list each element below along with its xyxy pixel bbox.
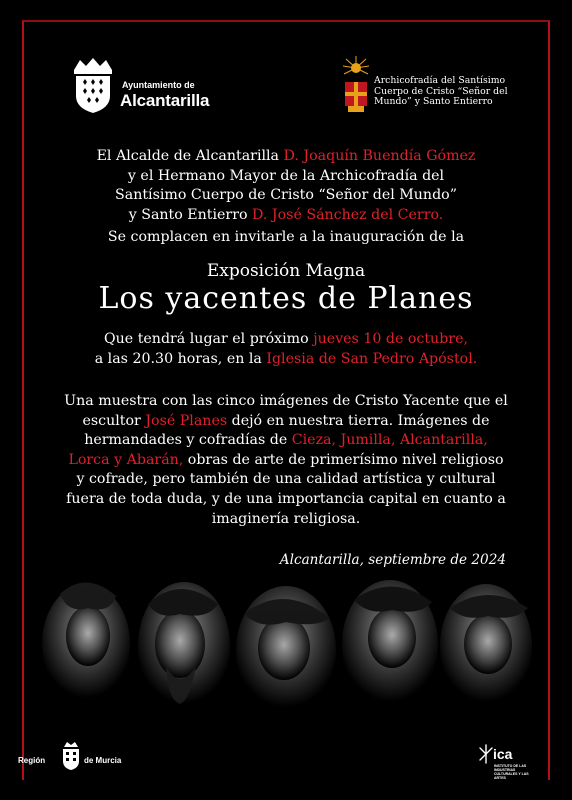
body-text: Una muestra con las cinco imágenes de Cristo Yacente que el (64, 393, 508, 409)
towns-list: Lorca y Abarán, (68, 451, 184, 468)
intro-text: Santísimo Cuerpo de Cristo “Señor del Mundo” (115, 187, 457, 204)
intro-text: y Santo Entierro (128, 206, 253, 223)
when-text: Que tendrá lugar el próximo (104, 331, 314, 347)
when-text: a las 20.30 horas, en la (94, 350, 267, 367)
intro-text: y el Hermano Mayor de la Archicofradía del (127, 167, 445, 184)
alcantarilla-label: Alcantarilla (120, 91, 210, 110)
event-date: jueves 10 de octubre, (313, 331, 468, 347)
cofradia-name-line3: Mundo” y Santo Entierro (374, 96, 493, 107)
murcia-crest-icon (61, 741, 81, 771)
sculpture-photos (40, 574, 532, 740)
intro-paragraph (30, 147, 542, 225)
sunburst-cross-icon (340, 54, 372, 120)
body-text: obras de arte de primerísimo nivel religioso (183, 451, 504, 468)
ica-label: ica (493, 746, 513, 762)
description-paragraph (62, 392, 510, 529)
cofradia-name-line2: Cuerpo de Cristo “Señor del (374, 85, 508, 97)
body-text: hermandades y cofradías de (84, 432, 292, 449)
region-label: Región (18, 756, 46, 765)
mayor-name: D. Joaquín Buendía Gómez (283, 148, 476, 164)
ica-subtitle: INSTITUTO DE LAS INDUSTRIAS CULTURALES Y LAS ARTES (494, 764, 529, 780)
body-text: y cofrade, pero también de una calidad artística y cultural (76, 471, 496, 488)
towns-list: Cieza, Jumilla, Alcantarilla, (291, 432, 488, 449)
crown-shield-icon (70, 58, 116, 114)
exhibition-subtitle: Exposición Magna (206, 261, 366, 281)
sculptor-name: José Planes (145, 412, 228, 429)
intro-text: El Alcalde de Alcantarilla (96, 148, 284, 164)
murcia-label: de Murcia (84, 756, 122, 765)
event-details (30, 330, 542, 369)
body-text: fuera de toda duda, y de una importancia capital en cuanto a (66, 490, 506, 507)
archicofradia-logo (340, 54, 520, 120)
cofradia-name-line1: Archicofradía del Santísimo (374, 75, 506, 86)
hermano-mayor-name: D. José Sánchez del Cerro. (252, 206, 444, 223)
signature-line: Alcantarilla, septiembre de 2024 (279, 552, 506, 568)
ica-spark-icon (478, 742, 494, 766)
body-text: escultor (82, 412, 146, 429)
event-venue: Iglesia de San Pedro Apóstol. (266, 350, 478, 367)
ica-logo (478, 740, 548, 780)
exhibition-title: Los yacentes de Planes (98, 281, 474, 316)
body-text: imaginería religiosa. (211, 510, 361, 527)
ayuntamiento-logo (70, 58, 220, 114)
region-de-murcia-logo (18, 737, 138, 777)
ayuntamiento-label: Ayuntamiento de (122, 80, 195, 90)
body-text: dejó en nuestra tierra. Imágenes de (227, 412, 490, 429)
invite-line: Se complacen en invitarle a la inauguración de la (107, 229, 465, 245)
